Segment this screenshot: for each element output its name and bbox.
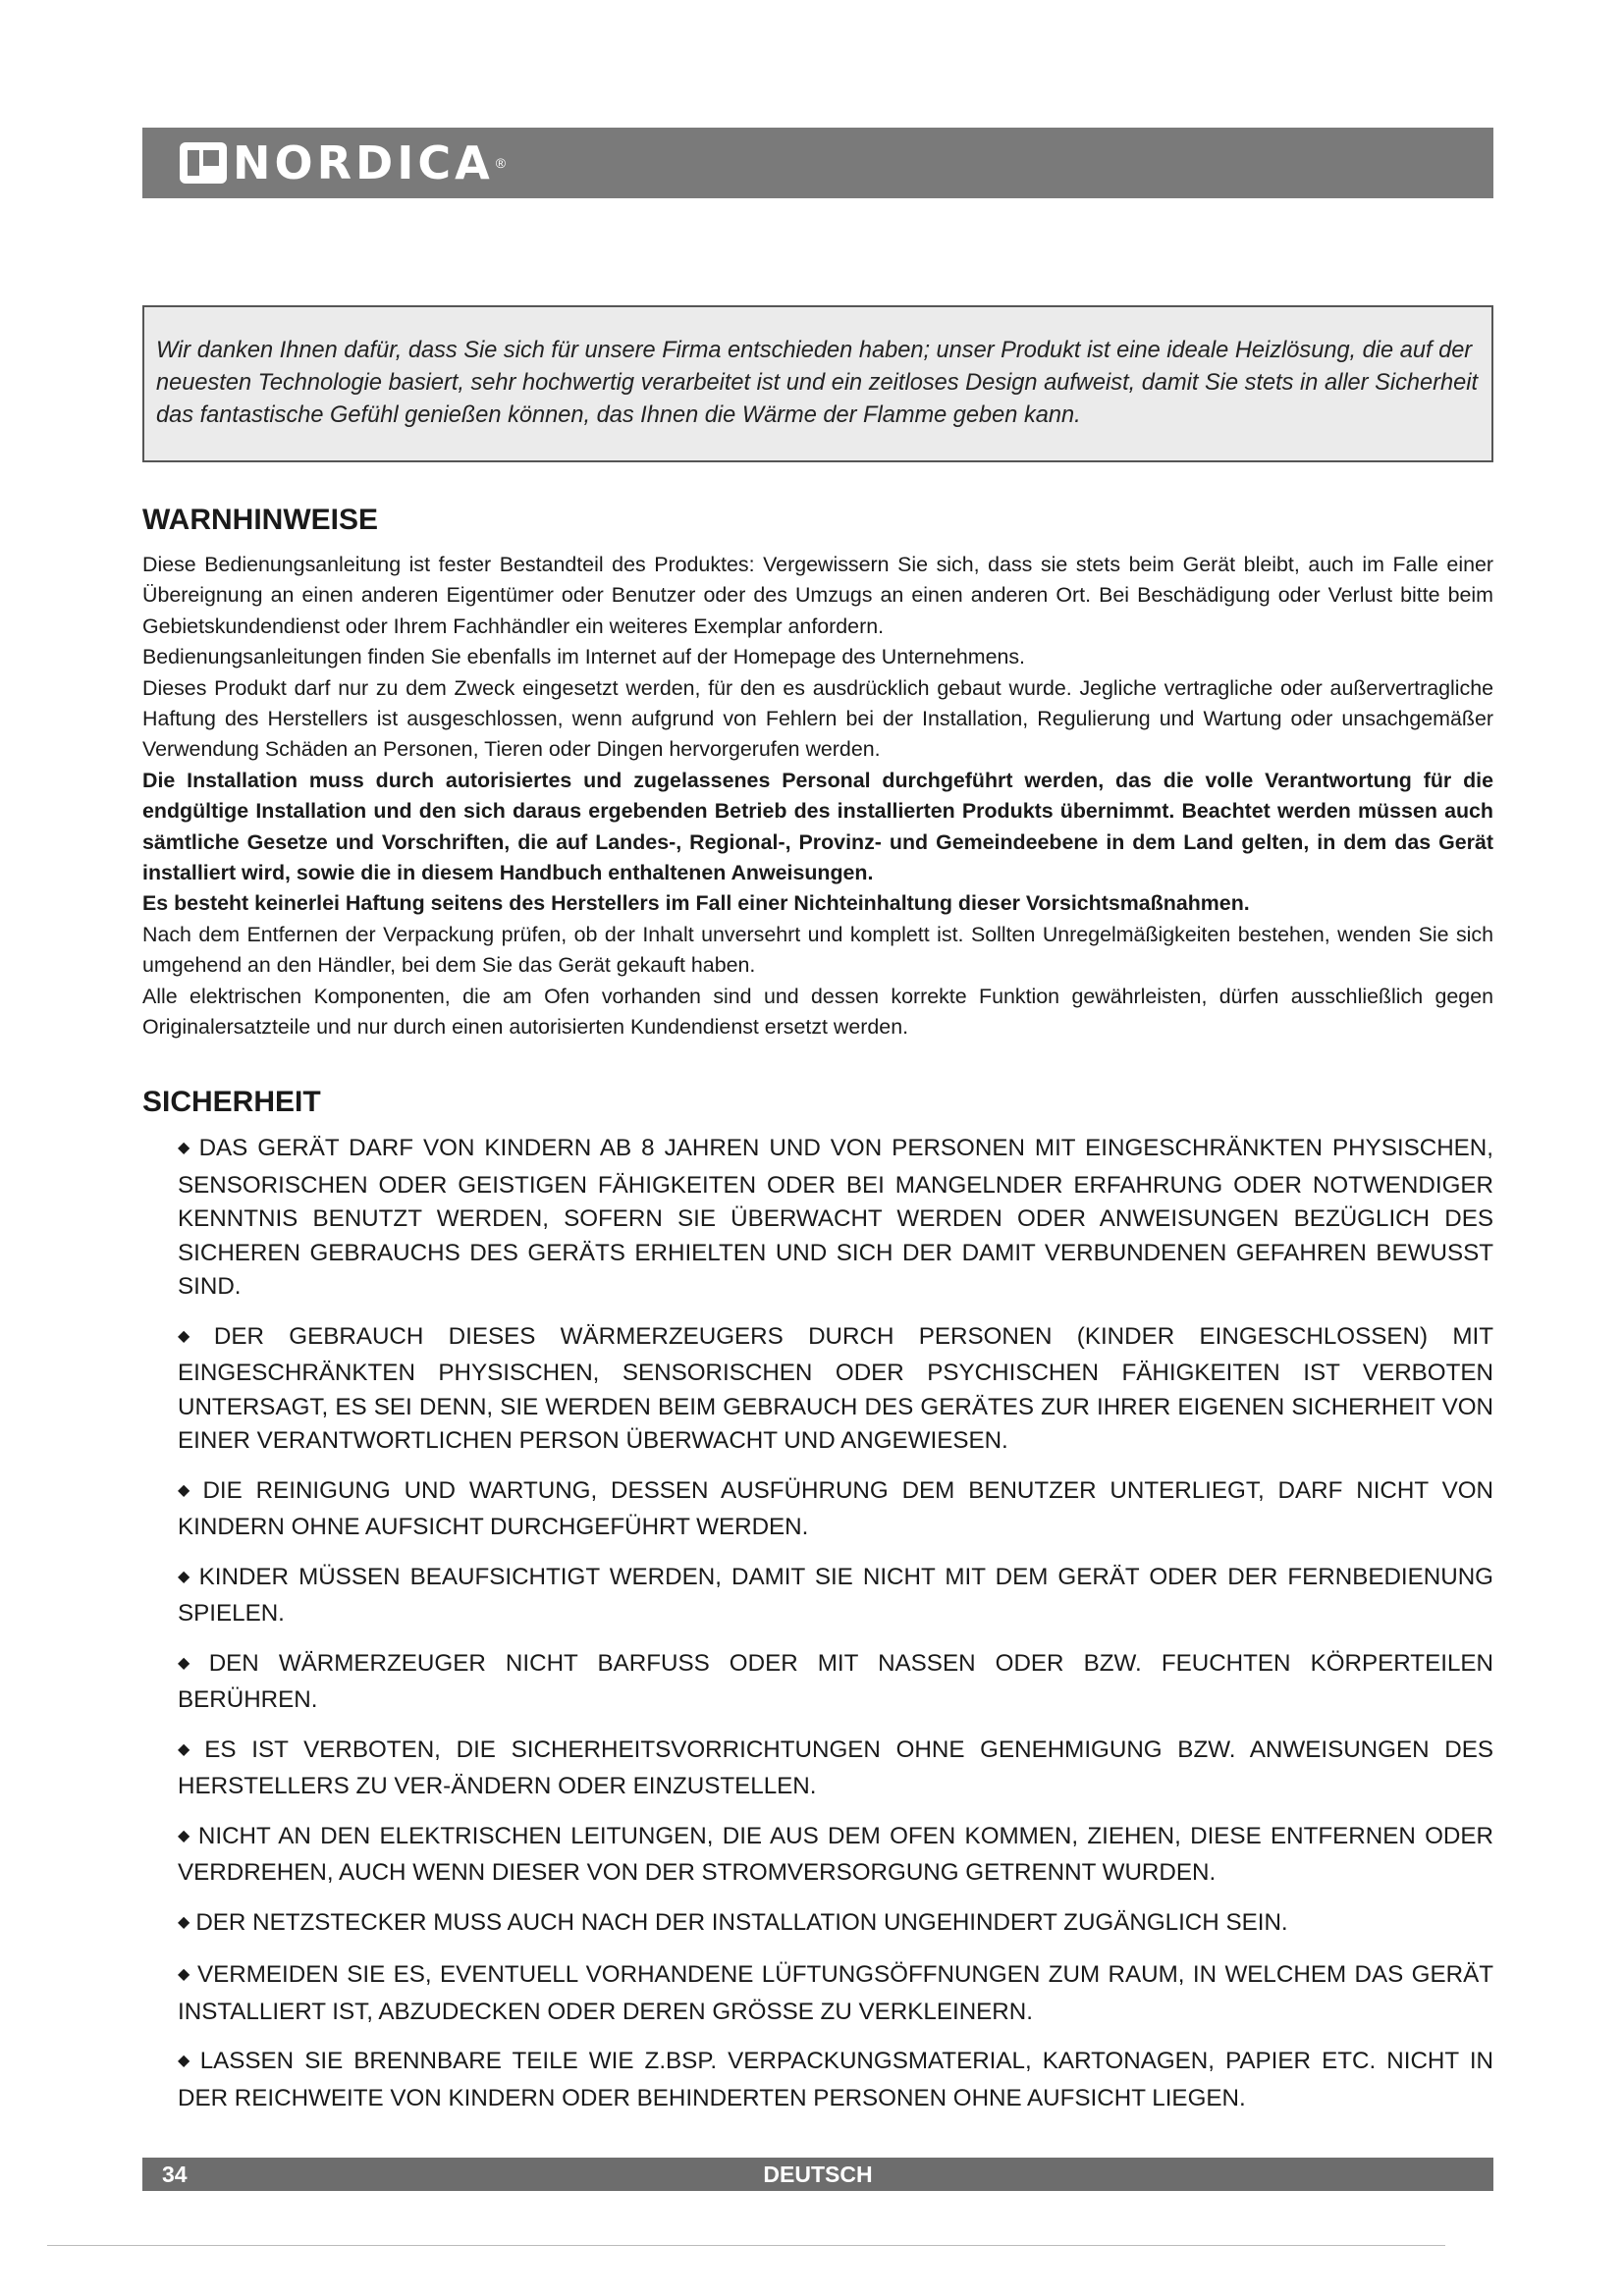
warn-paragraph: Nach dem Entfernen der Verpackung prüfen, ob der Inhalt unversehrt und komplett ist. Sollten Unregelmäßigkeiten bestehen, wenden Sie sich umgehend an den Händler, bei dem Sie das Gerät gekauft haben.	[142, 922, 1493, 978]
safety-item-text: DAS GERÄT DARF VON KINDERN AB 8 JAHREN UND VON PERSONEN MIT EINGESCHRÄNKTEN PHYSISCHEN, SENSORISCHEN ODER GEISTIGEN FÄHIGKEITEN ODER BEI MANGELNDER ERFAHRUNG ODER NOTWENDIGER KENNTNIS BENUTZT WERDEN, SOFERN SIE ÜBERWACHT WERDEN ODER ANWEISUNGEN BEZÜGLICH DES SICHEREN GEBRAUCHS DES GERÄTS ERHIELTEN UND SICH DER DAMIT VERBUNDENEN GEFAHREN BEWUSST SIND.	[178, 1135, 1493, 1300]
safety-item	[178, 1320, 1493, 1459]
safety-item	[178, 1958, 1493, 2029]
diamond-bullet-icon: ◆	[178, 1913, 190, 1931]
warn-paragraph-bold: Es besteht keinerlei Haftung seitens des Herstellers im Fall einer Nichteinhaltung dieser Vorsichtsmaßnahmen.	[142, 891, 1250, 916]
safety-item	[178, 2045, 1493, 2115]
safety-item	[178, 1561, 1493, 1631]
safety-item	[178, 1132, 1493, 1305]
warn-paragraph: Dieses Produkt darf nur zu dem Zweck eingesetzt werden, für den es ausdrücklich gebaut wurde. Jegliche vertragliche oder außervertragliche Haftung des Herstellers ist ausgeschlossen, wenn aufgrund von Fehlern bei der Installation, Regulierung und Wartung oder unsachgemäßer Verwendung Schäden an Personen, Tieren oder Dingen hervorgerufen werden.	[142, 675, 1493, 762]
sicherheit-title: SICHERHEIT	[142, 1086, 321, 1118]
safety-list	[178, 1132, 1493, 2131]
safety-item	[178, 1906, 1493, 1944]
intro-box	[142, 305, 1493, 462]
diamond-bullet-icon: ◆	[178, 1654, 203, 1672]
safety-item-text: NICHT AN DEN ELEKTRISCHEN LEITUNGEN, DIE AUS DEM OFEN KOMMEN, ZIEHEN, DIESE ENTFERNEN ODER VERDREHEN, AUCH WENN DIESER VON DER STROMVERSORGUNG GETRENNT WURDEN.	[178, 1822, 1493, 1886]
intro-text: Wir danken Ihnen dafür, dass Sie sich für unsere Firma entschieden haben; unser Produkt ist eine ideale Heizlösung, die auf der neuesten Technologie basiert, sehr hochwertig verarbeitet ist und ein zeitloses Design aufweist, damit Sie stets in aller Sicherheit das fantastische Gefühl genießen können, das Ihnen die Wärme der Flamme geben kann.	[156, 338, 1479, 428]
safety-item	[178, 1647, 1493, 1718]
safety-item-text: ES IST VERBOTEN, DIE SICHERHEITSVORRICHTUNGEN OHNE GENEHMIGUNG BZW. ANWEISUNGEN DES HERSTELLERS ZU VER-ÄNDERN ODER EINZUSTELLEN.	[178, 1735, 1493, 1799]
safety-item	[178, 1474, 1493, 1545]
safety-item	[178, 1734, 1493, 1804]
warn-paragraph: Diese Bedienungsanleitung ist fester Bestandteil des Produktes: Vergewissern Sie sich, dass sie stets beim Gerät bleibt, auch im Falle einer Übereignung an einen anderen Eigentümer oder Benutzer oder des Umzugs an einen anderen Ort. Bei Beschädigung oder Verlust bitte beim Gebietskundendienst oder Ihrem Fachhändler ein weiteres Exemplar anfordern.	[142, 553, 1493, 638]
safety-item-text: LASSEN SIE BRENNBARE TEILE WIE Z.BSP. VERPACKUNGSMATERIAL, KARTONAGEN, PAPIER ETC. NICHT IN DER REICHWEITE VON KINDERN ODER BEHINDERTEN PERSONEN OHNE AUFSICHT LIEGEN.	[178, 2048, 1494, 2111]
diamond-bullet-icon: ◆	[178, 1481, 197, 1499]
safety-item-text: DEN WÄRMERZEUGER NICHT BARFUSS ODER MIT NASSEN ODER BZW. FEUCHTEN KÖRPERTEILEN BERÜHREN.	[178, 1649, 1493, 1713]
diamond-bullet-icon: ◆	[178, 1740, 199, 1758]
warn-paragraph-bold: Die Installation muss durch autorisiertes und zugelassenes Personal durchgeführt werden, das die volle Verantwortung für die endgültige Installation und den sich daraus ergebenden Betrieb des installierten Produkts übernimmt. Beachtet werden müssen auch sämtliche Gesetze und Vorschriften, die auf Landes-, Regional-, Provinz- und Gemeindeebene in dem Land gelten, in dem das Gerät installiert wird, sowie die in diesem Handbuch enthaltenen Anweisungen.	[142, 768, 1493, 885]
warn-paragraph: Alle elektrischen Komponenten, die am Ofen vorhanden sind und dessen korrekte Funktion gewährleisten, dürfen ausschließlich gegen Originalersatzteile und nur durch einen autorisierten Kundendienst ersetzt werden.	[142, 984, 1493, 1040]
diamond-bullet-icon: ◆	[178, 1966, 191, 1983]
header-bar	[142, 128, 1493, 198]
safety-item-text: DER NETZSTECKER MUSS AUCH NACH DER INSTALLATION UNGEHINDERT ZUGÄNGLICH SEIN.	[195, 1908, 1288, 1936]
diamond-bullet-icon: ◆	[178, 1568, 193, 1585]
warnhinweise-title: WARNHINWEISE	[142, 504, 378, 536]
warn-paragraph: Bedienungsanleitungen finden Sie ebenfalls im Internet auf der Homepage des Unternehmens.	[142, 645, 1026, 669]
bottom-divider	[47, 2245, 1445, 2246]
diamond-bullet-icon: ◆	[178, 2053, 194, 2069]
brand-logo	[180, 136, 507, 189]
diamond-bullet-icon: ◆	[178, 1327, 208, 1345]
safety-item-text: VERMEIDEN SIE ES, EVENTUELL VORHANDENE LÜFTUNGSÖFFNUNGEN ZUM RAUM, IN WELCHEM DAS GERÄT INSTALLIERT IST, ABZUDECKEN ODER DEREN GRÖSSE ZU VERKLEINERN.	[178, 1961, 1493, 2025]
language-label: DEUTSCH	[763, 2162, 873, 2187]
safety-item-text: DER GEBRAUCH DIESES WÄRMERZEUGERS DURCH PERSONEN (KINDER EINGESCHLOSSEN) MIT EINGESCHRÄNKTEN PHYSISCHEN, SENSORISCHEN ODER PSYCHISCHEN FÄHIGKEITEN IST VERBOTEN UNTERSAGT, ES SEI DENN, SIE WERDEN BEIM GEBRAUCH DES GERÄTES ZUR IHRER EIGENEN SICHERHEIT VON EINER VERANTWORTLICHEN PERSON ÜBERWACHT UND ANGEWIESEN.	[178, 1322, 1493, 1454]
safety-item-text: DIE REINIGUNG UND WARTUNG, DESSEN AUSFÜHRUNG DEM BENUTZER UNTERLIEGT, DARF NICHT VON KINDERN OHNE AUFSICHT DURCHGEFÜHRT WERDEN.	[178, 1476, 1493, 1540]
logo-wordmark: NORDICA	[233, 136, 494, 189]
diamond-bullet-icon: ◆	[178, 1827, 192, 1844]
footer-bar	[142, 2158, 1493, 2191]
la-nordica-logo-icon	[180, 140, 227, 186]
registered-mark: ®	[495, 155, 507, 171]
safety-item	[178, 1820, 1493, 1891]
diamond-bullet-icon: ◆	[178, 1140, 193, 1156]
warnhinweise-body	[142, 550, 1493, 1043]
page-number: 34	[162, 2162, 188, 2187]
safety-item-text: KINDER MÜSSEN BEAUFSICHTIGT WERDEN, DAMIT SIE NICHT MIT DEM GERÄT ODER DER FERNBEDIENUNG SPIELEN.	[178, 1563, 1493, 1627]
